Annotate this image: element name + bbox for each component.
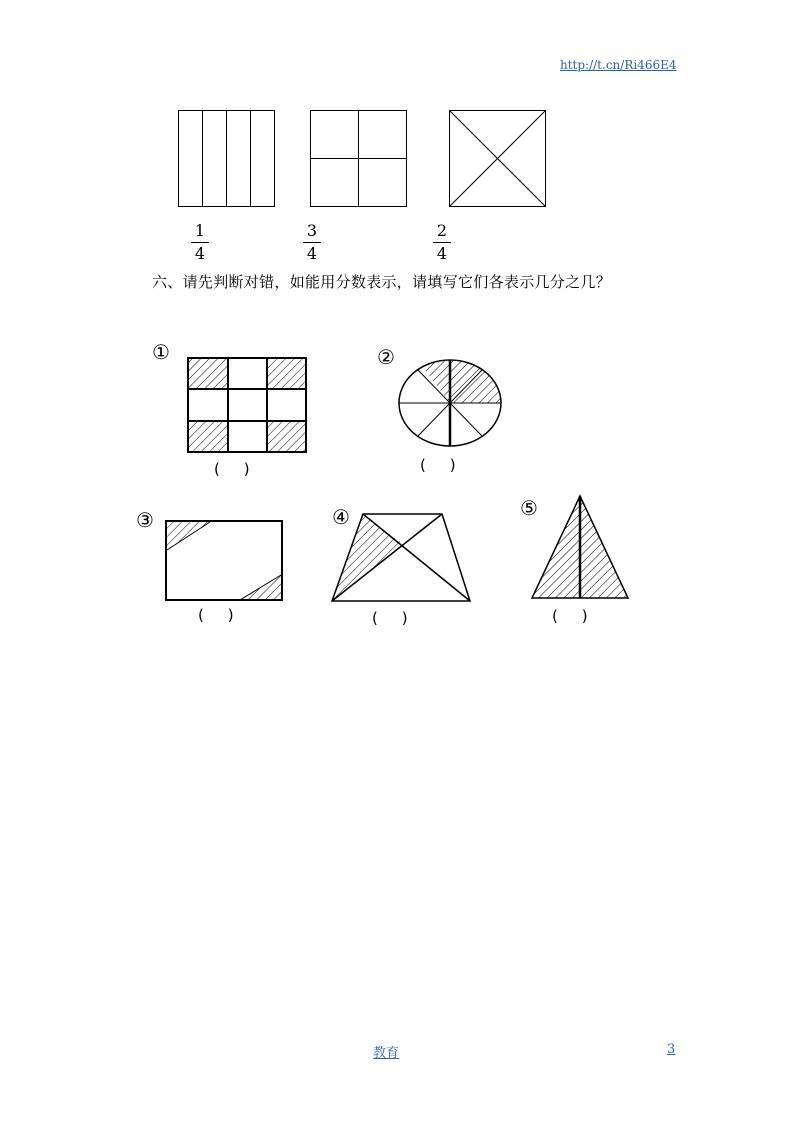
- figure-2-label: ②: [377, 345, 395, 369]
- four-strip-rectangle: [179, 111, 275, 207]
- figure-3-rectangle: [166, 521, 282, 600]
- top-figures: [0, 0, 793, 230]
- fraction-2: [302, 222, 322, 263]
- numerator: 3: [306, 221, 318, 240]
- figure-5-label: ⑤: [520, 496, 538, 520]
- fraction-3: [432, 222, 452, 263]
- page-number: 3: [667, 1042, 676, 1057]
- section-6-question: 六、请先判断对错，如能用分数表示，请填写它们各表示几分之几？: [152, 273, 612, 291]
- denominator: 4: [436, 244, 448, 263]
- answer-blank-4[interactable]: ( ): [372, 609, 408, 627]
- denominator: 4: [306, 244, 318, 263]
- figure-1-label: ①: [152, 340, 170, 364]
- fraction-1: [190, 222, 210, 263]
- figure-5-triangle: [532, 496, 628, 598]
- diagonal-square: [450, 111, 546, 207]
- answer-blank-1[interactable]: ( ): [214, 460, 250, 478]
- figure-1-grid: [188, 358, 306, 452]
- figure-4-trapezoid: [332, 514, 470, 601]
- header-link[interactable]: http://t.cn/Ri466E4: [560, 58, 677, 72]
- answer-blank-5[interactable]: ( ): [552, 607, 588, 625]
- figure-2-ellipse: [399, 350, 510, 446]
- footer-link[interactable]: 教育: [373, 1046, 400, 1061]
- figure-3-label: ③: [136, 508, 154, 532]
- quadrant-square: [311, 111, 407, 207]
- numerator: 2: [436, 221, 448, 240]
- numerator: 1: [194, 221, 206, 240]
- answer-blank-3[interactable]: ( ): [198, 606, 234, 624]
- figure-4-label: ④: [332, 505, 350, 529]
- answer-blank-2[interactable]: ( ): [420, 456, 456, 474]
- section-6-figures: [0, 330, 793, 640]
- denominator: 4: [194, 244, 206, 263]
